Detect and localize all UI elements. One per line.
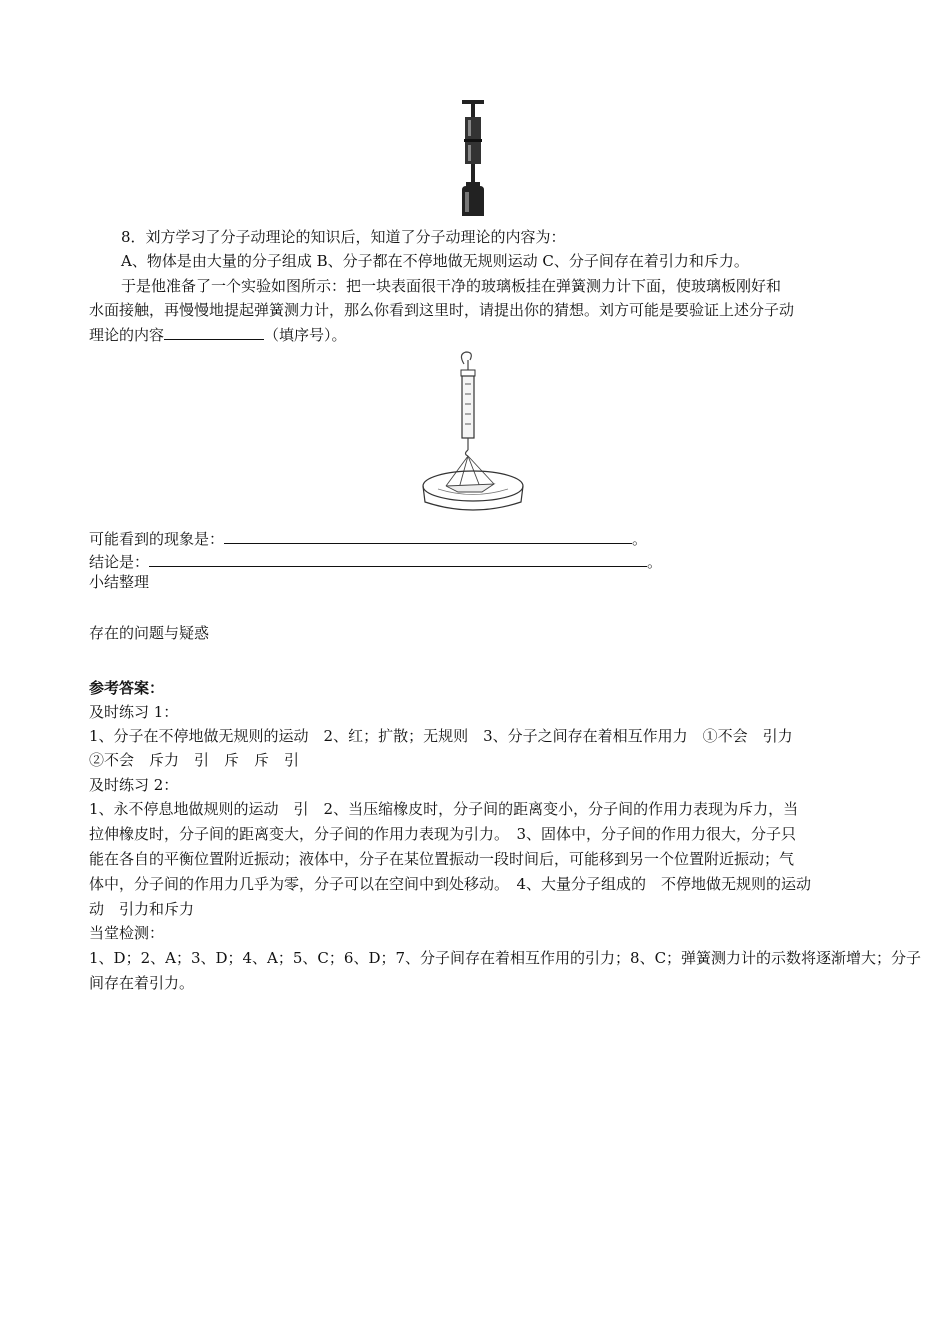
phenomenon-period: 。: [632, 530, 648, 548]
experiment-text-line2: 水面接触，再慢慢地提起弹簧测力计，那么你看到这里时，请提出你的猜想。刘方可能是要验证上述分子动: [89, 301, 795, 319]
practice2-line5: 动 引力和斥力: [89, 900, 195, 918]
lead-cylinders-figure: [450, 98, 500, 222]
question8-options: A、物体是由大量的分子组成 B、分子都在不停地做无规则运动 C、分子间存在着引力和斥力。: [121, 252, 749, 270]
practice2-line1: 1、永不停息地做规则的运动 引 2、当压缩橡皮时，分子间的距离变小，分子间的作用力表现为斥力，当: [89, 800, 799, 818]
summary-heading: 小结整理: [89, 573, 150, 591]
questions-heading: 存在的问题与疑惑: [89, 624, 210, 642]
practice2-label: 及时练习 2：: [89, 776, 179, 794]
practice2-line4: 体中，分子间的作用力几乎为零，分子可以在空间中到处移动。 4、大量分子组成的 不停地做无规则的运动: [89, 875, 812, 893]
experiment-text-prefix: 理论的内容: [89, 326, 165, 344]
class-check-label: 当堂检测：: [89, 924, 165, 942]
experiment-text-line3: [89, 324, 347, 346]
practice2-line2: 拉伸橡皮时，分子间的距离变大，分子间的作用力表现为引力。 3、固体中，分子间的作用力很大，分子只: [89, 825, 797, 843]
class-check-line2: 间存在着引力。: [89, 974, 195, 992]
class-check-line1: 1、D；2、A；3、D；4、A；5、C；6、D；7、分子间存在着相互作用的引力；8、C；弹簧测力计的示数将逐渐增大；分子: [89, 949, 922, 967]
practice1-line2: ②不会 斥力 引 斥 斥 引: [89, 751, 300, 769]
phenomenon-answer-blank[interactable]: [224, 529, 632, 544]
phenomenon-line: [89, 528, 647, 550]
spring-scale-figure: [418, 350, 528, 514]
conclusion-line: [89, 551, 662, 573]
answer-blank-option[interactable]: [164, 325, 264, 340]
answers-heading: 参考答案：: [89, 679, 165, 697]
conclusion-period: 。: [647, 553, 663, 571]
phenomenon-label: 可能看到的现象是：: [89, 530, 225, 548]
practice2-line3: 能在各自的平衡位置附近振动；液体中，分子在某位置振动一段时间后，可能移到另一个位置附近振动；气: [89, 850, 795, 868]
experiment-text-line1: 于是他准备了一个实验如图所示：把一块表面很干净的玻璃板挂在弹簧测力计下面，使玻璃板刚好和: [121, 277, 782, 295]
practice1-line1: 1、分子在不停地做无规则的运动 2、红；扩散；无规则 3、分子之间存在着相互作用力 ①不会 引力: [89, 727, 793, 745]
experiment-text-suffix: （填序号）。: [264, 326, 347, 344]
question8-stem: 8．刘方学习了分子动理论的知识后，知道了分子动理论的内容为：: [121, 228, 566, 246]
conclusion-label: 结论是：: [89, 553, 150, 571]
conclusion-answer-blank[interactable]: [149, 552, 647, 567]
practice1-label: 及时练习 1：: [89, 703, 179, 721]
